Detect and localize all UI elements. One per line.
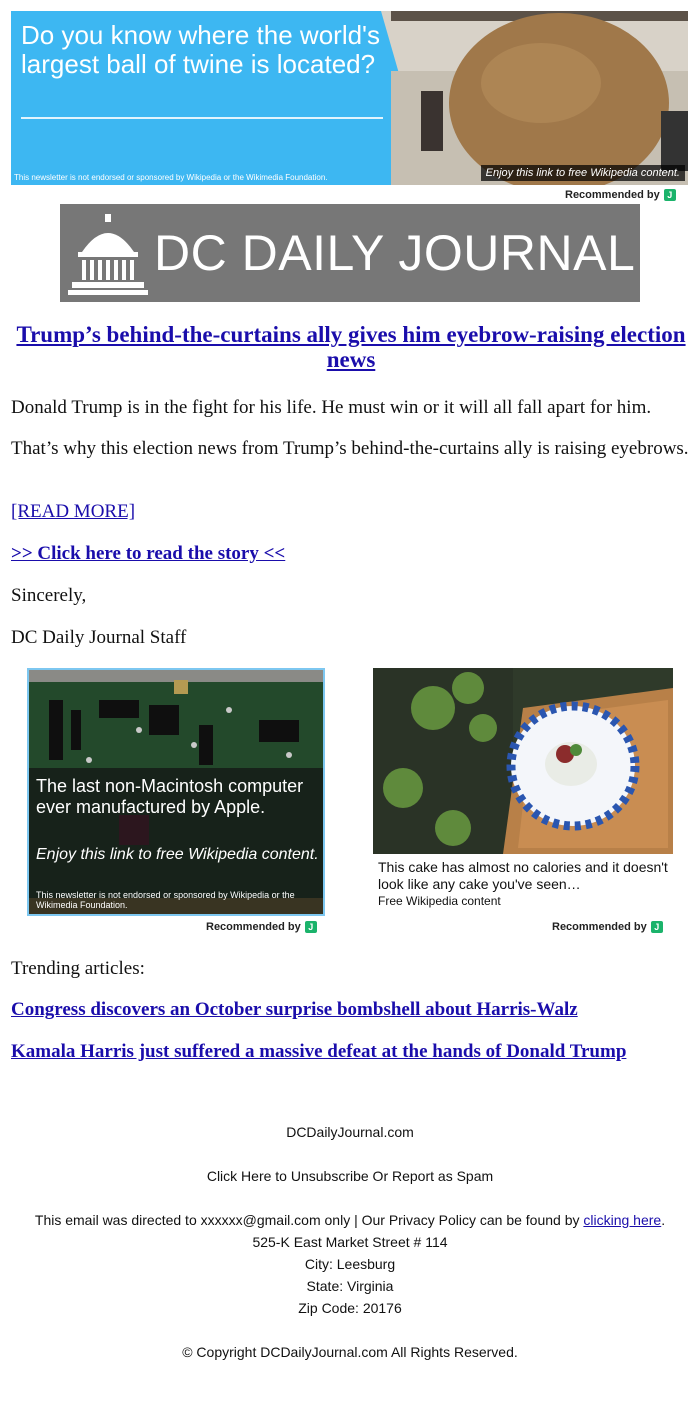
ad2-subtitle: Free Wikipedia content	[378, 894, 501, 908]
recommended-by-ad2[interactable]	[552, 921, 663, 933]
article-title-link[interactable]: Trump’s behind-the-curtains ally gives him eyebrow-raising election news	[16, 322, 686, 372]
footer-copyright: © Copyright DCDailyJournal.com All Rights Reserved.	[182, 1344, 518, 1360]
click-here-link[interactable]: >> Click here to read the story <<	[11, 543, 286, 564]
signature: DC Daily Journal Staff	[11, 627, 187, 648]
footer-directed	[0, 1209, 700, 1231]
twine-ad-banner[interactable]	[11, 11, 688, 185]
directed-period: .	[661, 1212, 666, 1228]
footer-city: City: Leesburg	[304, 1256, 396, 1272]
trending-link-2[interactable]: Kamala Harris just suffered a massive defeat at the hands of Donald Trump	[11, 1041, 627, 1062]
recommended-label: Recommended by	[565, 189, 660, 201]
read-more-row	[11, 501, 689, 522]
article-title	[11, 322, 691, 372]
cake-ad[interactable]	[373, 668, 673, 908]
ad1-title[interactable]: The last non-Macintosh computer ever manufactured by Apple.	[36, 776, 304, 817]
apple-computer-ad[interactable]	[27, 668, 325, 916]
article-paragraph-1: Donald Trump is in the fight for his life. He must win or it will all fall apart for him.	[11, 397, 652, 418]
recommended-label: Recommended by	[206, 921, 301, 933]
recommender-logo-icon: J	[305, 921, 317, 933]
twine-ad-headline[interactable]: Do you know where the world's largest ball of twine is located?	[21, 20, 381, 79]
click-here-row	[11, 543, 689, 564]
privacy-policy-link[interactable]: clicking here	[583, 1212, 662, 1228]
site-logo	[60, 204, 640, 302]
ad-divider	[21, 117, 383, 119]
ad1-enjoy: Enjoy this link to free Wikipedia content.	[36, 846, 319, 863]
footer-state: State: Virginia	[306, 1278, 394, 1294]
unsubscribe-link[interactable]: Click Here to Unsubscribe Or Report as Spam	[206, 1168, 494, 1184]
cake-plate-photo	[373, 668, 673, 854]
recommended-by-top[interactable]	[565, 189, 676, 201]
recommended-label: Recommended by	[552, 921, 647, 933]
article-paragraph-2: That’s why this election news from Trump’s behind-the-curtains ally is raising eyebrows.	[11, 438, 689, 459]
recommender-logo-icon: J	[664, 189, 676, 201]
recommended-by-ad1[interactable]	[206, 921, 317, 933]
read-more-link[interactable]: [READ MORE]	[11, 501, 136, 522]
ad2-title[interactable]: This cake has almost no calories and it doesn't look like any cake you've seen…	[378, 859, 668, 892]
ad-disclaimer: This newsletter is not endorsed or sponsored by Wikipedia or the Wikimedia Foundation.	[14, 173, 328, 182]
capitol-dome-icon	[68, 212, 148, 296]
footer-address: 525-K East Market Street # 114	[252, 1234, 448, 1250]
directed-text: This email was directed to xxxxxx@gmail.com only | Our Privacy Policy can be found by	[34, 1212, 584, 1228]
ad1-disclaimer: This newsletter is not endorsed or sponsored by Wikipedia or the Wikimedia Foundation.	[36, 890, 295, 910]
recommender-logo-icon: J	[651, 921, 663, 933]
footer-zip: Zip Code: 20176	[298, 1300, 402, 1316]
trending-item	[11, 999, 671, 1020]
trending-link-1[interactable]: Congress discovers an October surprise bombshell about Harris-Walz	[11, 999, 578, 1020]
trending-item	[11, 1041, 671, 1062]
trending-label: Trending articles:	[11, 958, 145, 979]
ad-enjoy-caption: Enjoy this link to free Wikipedia content.	[481, 165, 685, 181]
logo-wordmark: DC DAILY JOURNAL	[154, 225, 636, 281]
sign-off: Sincerely,	[11, 585, 87, 606]
footer-site: DCDailyJournal.com	[286, 1124, 414, 1140]
